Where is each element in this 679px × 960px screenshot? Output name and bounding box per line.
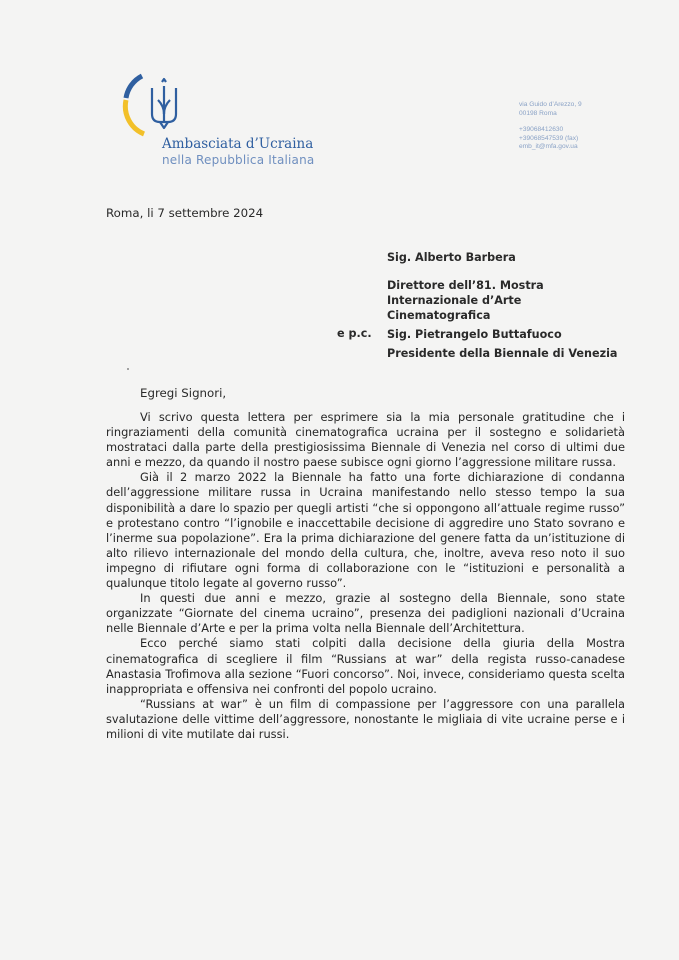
recipient-name-2: Sig. Pietrangelo Buttafuoco [387,328,562,341]
recipient-title-1-line2: Internazionale d’Arte [387,294,522,307]
paragraph: Ecco perché siamo stati colpiti dalla decisione della giuria della Mostra cinematografica di scegliere il film “Russians at war” della regista russo-canadese Anastasia Trofimova alla sezione “Fuori concorso”. Noi, invece, consideriamo questa scelta inappropriata e offensiva nei confronti del popolo ucraino. [106,636,625,696]
embassy-subtitle: nella Repubblica Italiana [162,153,315,167]
paragraph: “Russians at war” è un film di compassione per l’aggressore con una parallela svalutazione delle vittime dell’aggressore, nonostante le migliaia di vite ucraine perse e i milioni di vite mutilate dai russi. [106,696,625,741]
contact-fax: +39068547539 (fax) [519,134,579,142]
embassy-logo-icon [120,70,192,140]
recipient-title-1-line1: Direttore dell’81. Mostra [387,279,544,292]
contact-email: emb_it@mfa.gov.ua [519,143,578,151]
letter-date: Roma, li 7 settembre 2024 [106,206,264,220]
recipient-title-2: Presidente della Biennale di Venezia [387,347,618,360]
salutation: Egregi Signori, [140,386,227,400]
recipient-name-1 [387,250,516,265]
embassy-contact-block [519,101,582,152]
cc-label: e p.c. [337,327,372,340]
contact-phone: +39068412630 [519,126,564,134]
letter-body [106,410,625,742]
paragraph: Vi scrivo questa lettera per esprimere sia la mia personale gratitudine che i ringraziamenti della comunità cinematografica ucraina per il sostegno e solidarietà mostrataci dalla parte della prestigiosissima Biennale di Venezia nel corso di ultimi due anni e mezzo, da quando il nostro paese subisce ogni giorno l’aggressione militare russa. [106,410,625,470]
recipient-title-1-line3: Cinematografica [387,309,491,322]
paragraph: In questi due anni e mezzo, grazie al sostegno della Biennale, sono state organizzate “Giornate del cinema ucraino”, presenza dei padiglioni nazionali d’Ucraina nelle Biennale d’Arte e per la prima volta nella Biennale dell’Architettura. [106,591,625,636]
paragraph: Già il 2 marzo 2022 la Biennale ha fatto una forte dichiarazione di condanna dell’aggressione militare russa in Ucraina manifestando nello stesso tempo la sua disponibilità a dare lo spazio per quegli artisti “che si oppongono all’attuale regime russo” e protestano contro “l’ignobile e inaccettabile decisione di aggredire uno Stato sovrano e l’inerme sua popolazione”. Era la prima dichiarazione del genere fatta da un’istituzione di alto rilievo internazionale del mondo della cultura, che, inoltre, aveva reso noto il suo impegno di rifiutare ogni forma di collaborazione con le “istituzioni e personalità a qualunque titolo legate al governo russo”. [106,470,625,591]
recipient-title-1 [387,278,544,323]
stray-mark [127,368,129,370]
embassy-name: Ambasciata d’Ucraina [162,136,314,152]
contact-address-line1: via Guido d’Arezzo, 9 [519,101,582,108]
recipient-name-1-text: Sig. Alberto Barbera [387,251,516,264]
contact-address-line2: 00198 Roma [519,109,557,117]
